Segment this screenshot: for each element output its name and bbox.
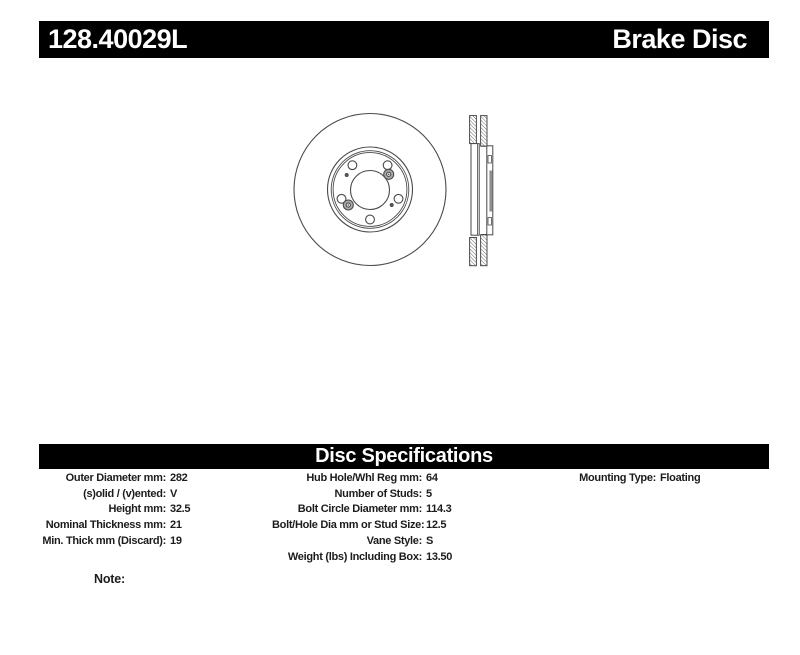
spec-value: 19 bbox=[170, 534, 182, 547]
retaining-screw-hole bbox=[384, 169, 394, 179]
spec-row bbox=[272, 518, 542, 534]
stud-hole bbox=[366, 215, 375, 224]
spec-value: 13.50 bbox=[426, 550, 453, 563]
spec-label: Min. Thick mm (Discard): bbox=[42, 534, 166, 547]
brake-disc-front-view bbox=[294, 114, 446, 266]
spec-value: Floating bbox=[660, 472, 701, 484]
stud-hole bbox=[394, 194, 403, 203]
spec-value: 5 bbox=[426, 487, 432, 500]
spec-row bbox=[30, 502, 290, 518]
spec-label: Number of Studs: bbox=[334, 487, 422, 500]
spec-value: V bbox=[170, 487, 178, 500]
spec-label: Weight (lbs) Including Box: bbox=[287, 550, 422, 563]
part-number: 128.40029L bbox=[48, 24, 188, 54]
spec-value: S bbox=[426, 534, 434, 547]
spec-label: Hub Hole/Whl Reg mm: bbox=[306, 472, 422, 484]
product-type-title: Brake Disc bbox=[612, 24, 747, 54]
hub-inner-circle-1 bbox=[331, 151, 409, 229]
spec-value: 12.5 bbox=[426, 519, 447, 532]
spec-row bbox=[30, 518, 290, 534]
section-hatch-top-right bbox=[481, 116, 487, 147]
section-hatch-bottom-left bbox=[470, 238, 477, 266]
spec-row bbox=[30, 487, 290, 503]
spec-row bbox=[272, 502, 542, 518]
spec-label: Outer Diameter mm: bbox=[65, 472, 166, 484]
spec-label: Height mm: bbox=[108, 503, 166, 516]
header-bar bbox=[39, 21, 769, 58]
spec-row bbox=[272, 471, 542, 487]
stud-hole bbox=[348, 161, 357, 170]
spec-label: Nominal Thickness mm: bbox=[45, 519, 166, 532]
spec-section-title: Disc Specifications bbox=[315, 445, 493, 467]
spec-section-title-bar bbox=[39, 444, 769, 469]
spec-row bbox=[30, 471, 290, 487]
note-label: Note: bbox=[94, 572, 125, 586]
index-dot bbox=[390, 203, 393, 206]
spec-label: Mounting Type: bbox=[579, 472, 656, 484]
section-hatch-bottom-right bbox=[481, 235, 487, 266]
retaining-screw-hole bbox=[343, 200, 353, 210]
spec-column-middle bbox=[272, 471, 542, 565]
spec-label: Vane Style: bbox=[366, 534, 422, 547]
spec-value: 282 bbox=[170, 472, 188, 484]
spec-value: 21 bbox=[170, 519, 182, 532]
spec-column-right bbox=[540, 471, 790, 487]
spec-value: 32.5 bbox=[170, 503, 191, 516]
spec-label: (s)olid / (v)ented: bbox=[83, 487, 166, 500]
hub-outer-circle bbox=[328, 147, 413, 232]
spec-row bbox=[540, 471, 790, 487]
spec-row bbox=[30, 534, 290, 550]
spec-row bbox=[272, 534, 542, 550]
spec-value: 114.3 bbox=[426, 503, 452, 516]
spec-label: Bolt/Hole Dia mm or Stud Size: bbox=[272, 519, 425, 532]
section-hatch-top-left bbox=[470, 116, 477, 144]
brake-disc-section-view bbox=[470, 116, 493, 266]
spec-label: Bolt Circle Diameter mm: bbox=[297, 503, 422, 516]
stud-hole bbox=[383, 161, 392, 170]
index-dot bbox=[345, 173, 348, 176]
spec-row bbox=[272, 550, 542, 566]
spec-value: 64 bbox=[426, 472, 438, 484]
spec-row bbox=[272, 487, 542, 503]
outer-diameter-circle bbox=[294, 114, 446, 266]
spec-column-left bbox=[30, 471, 290, 550]
center-bore-section bbox=[489, 171, 492, 212]
brake-disc-drawing bbox=[280, 100, 520, 280]
